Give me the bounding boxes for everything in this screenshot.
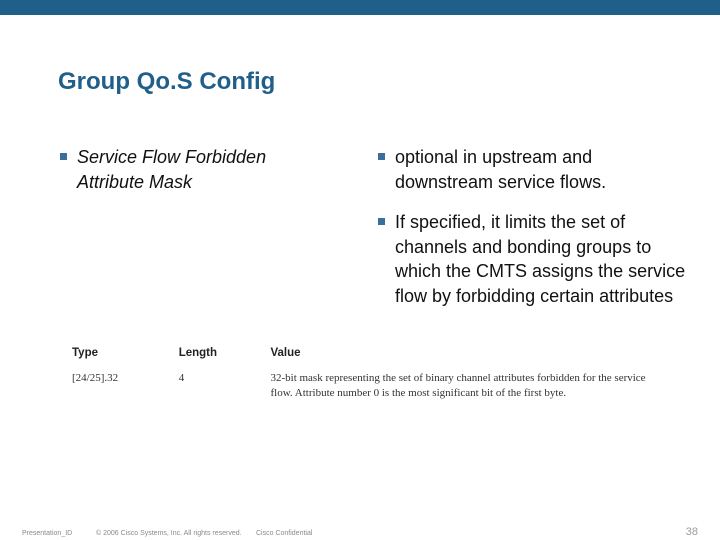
page-number: 38 — [685, 526, 698, 538]
value-column-header: Value — [270, 347, 301, 359]
value-cell: 32-bit mask representing the set of binary channel attributes forbidden for the service flow. Attribute number 0 is the most significant bit of the first byte. — [270, 372, 646, 399]
bullet-text: optional in upstream and downstream service flows. — [395, 147, 607, 192]
footer-copyright: © 2006 Cisco Systems, Inc. All rights reserved. — [96, 530, 242, 537]
square-bullet-icon — [378, 218, 385, 225]
length-cell: 4 — [178, 372, 185, 384]
table-row — [60, 369, 660, 403]
footer-presentation-id: Presentation_ID — [22, 530, 73, 537]
bullet-item — [378, 210, 693, 308]
bullet-item — [60, 145, 330, 194]
attribute-table — [60, 345, 660, 403]
bullet-item — [378, 145, 693, 194]
type-column-header: Type — [72, 347, 98, 359]
square-bullet-icon — [60, 153, 67, 160]
table-header-row — [60, 345, 660, 369]
square-bullet-icon — [378, 153, 385, 160]
bullet-text: If specified, it limits the set of channels and bonding groups to which the CMTS assigns the service flow by forbidding certain attributes — [395, 212, 686, 306]
left-bullet-list — [60, 145, 330, 210]
right-bullet-list — [378, 145, 693, 324]
header-bar — [0, 0, 720, 15]
slide-title: Group Qo.S Config — [58, 68, 276, 95]
length-column-header: Length — [178, 347, 218, 359]
footer-confidential: Cisco Confidential — [256, 530, 313, 537]
type-cell: [24/25].32 — [72, 372, 119, 384]
bullet-text: Service Flow Forbidden Attribute Mask — [77, 147, 267, 192]
